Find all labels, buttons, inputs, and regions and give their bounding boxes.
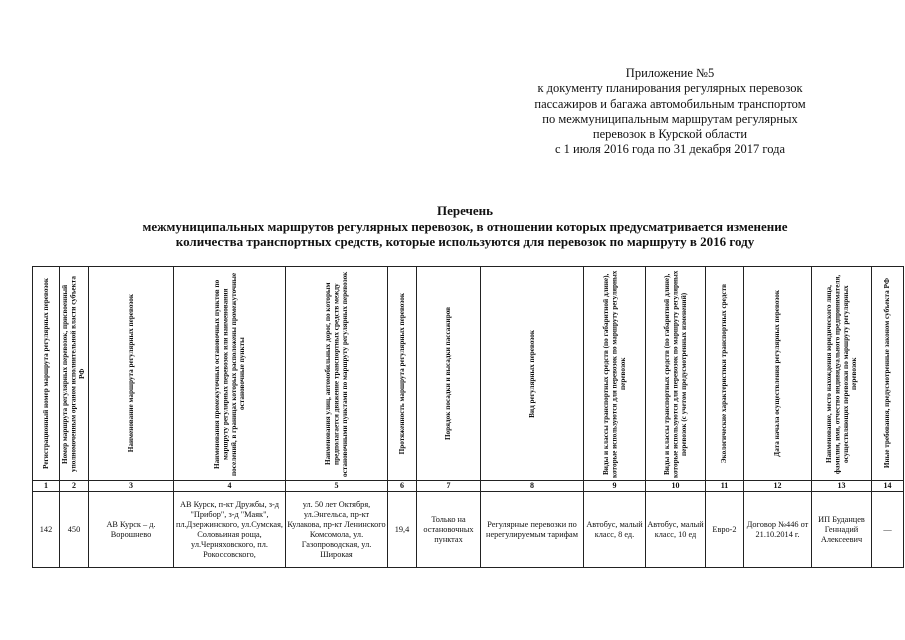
column-number: 9 [584,481,646,492]
header-cell [481,267,584,481]
header-cell [89,267,174,481]
header-text: Наименования промежуточных остановочных пунктов по маршруту регулярных перевозок или наименования поселений, в границах которых расположены промежуточные остановочные пункты [212,272,246,476]
header-text: Дата начала осуществления регулярных перевозок [773,290,782,457]
header-text: Регистрационный номер маршрута регулярных перевозок [41,278,50,469]
column-number: 4 [174,481,286,492]
cell-carrier: ИП Буданцев Геннадий Алексеевич [812,492,872,568]
title-line: межмуниципальных маршрутов регулярных перевозок, в отношении которых предусматривается изменение [142,218,788,234]
header-cell [388,267,417,481]
column-number: 1 [33,481,60,492]
header-text: Порядок посадки и высадки пассажиров [444,306,453,441]
header-text: Иные требования, предусмотренные законом субъекта РФ [883,278,892,469]
header-cell [60,267,89,481]
cell-start-date: Договор №446 от 21.10.2014 г. [744,492,812,568]
header-text: Наименование, место нахождения юридического лица, фамилия, имя, отчество индивидуального предпринимателя, осуществляющих перевозки по маршруту регулярных перевозок [824,273,858,474]
table-row [33,492,904,568]
cell-route-length: 19,4 [388,492,417,568]
header-text: Наименование маршрута регулярных перевозок [126,294,135,453]
appendix-line: пассажиров и багажа автомобильным транспортом [534,96,806,111]
header-text: Протяженность маршрута регулярных перевозок [397,292,406,455]
cell-eco-standard: Евро-2 [706,492,744,568]
header-text: Виды и классы транспортных средств (по габаритной длине), которые используются для перевозок по маршруту регулярных перевозок (с учетом предусмотренных изменений) [662,269,688,478]
column-number-row [33,481,904,492]
header-text: Вид регулярных перевозок [527,329,536,418]
cell-route-number: 450 [60,492,89,568]
cell-vehicle-class: Автобус, малый класс, 8 ед. [584,492,646,568]
column-number: 11 [706,481,744,492]
header-cell [174,267,286,481]
column-number: 6 [388,481,417,492]
cell-route-name: АВ Курск – д. Ворошнево [89,492,174,568]
appendix-heading [470,66,870,158]
document-title [40,203,890,250]
header-text: Наименования улиц, автомобильных дорог, по которым предполагается движение транспортных средств между остановочными пунктами по маршруту регулярных перевозок [323,270,349,477]
appendix-line: с 1 июля 2016 года по 31 декабря 2017 года [555,142,785,157]
header-cell [33,267,60,481]
appendix-line: к документу планирования регулярных перевозок [537,81,803,96]
column-number: 10 [646,481,706,492]
column-number: 5 [286,481,388,492]
title-line: Перечень [436,203,494,218]
header-cell [872,267,904,481]
header-cell [744,267,812,481]
column-number: 2 [60,481,89,492]
header-text: Виды и классы транспортных средств (по габаритной длине), которые используются для перевозок по маршруту регулярных перевозок [601,269,627,478]
column-number: 7 [417,481,481,492]
header-row [33,267,904,481]
header-cell [584,267,646,481]
header-text: Номер маршрута регулярных перевозок, присвоенный уполномоченным органом исполнительной власти субъекта РФ [61,275,87,472]
header-cell [646,267,706,481]
routes-table [32,266,904,568]
header-cell [706,267,744,481]
cell-boarding-order: Только на остановочных пунктах [417,492,481,568]
appendix-line: по межмуниципальным маршрутам регулярных [542,111,798,126]
appendix-line: Приложение №5 [625,66,715,80]
cell-intermediate-stops: АВ Курск, п-кт Дружбы, з-д "Прибор", з-д "Маяк", пл.Дзержинского, ул.Сумская, Соловьиная роща, ул.Черняховского, пл. Рокоссовского, [174,492,286,568]
cell-registration-number: 142 [33,492,60,568]
column-number: 8 [481,481,584,492]
column-number: 3 [89,481,174,492]
header-cell [812,267,872,481]
header-cell [286,267,388,481]
cell-transport-type: Регулярные перевозки по нерегулируемым тарифам [481,492,584,568]
header-text: Экологические характеристики транспортных средств [720,283,729,464]
column-number: 13 [812,481,872,492]
column-number: 12 [744,481,812,492]
cell-other-requirements: — [872,492,904,568]
cell-streets: ул. 50 лет Октября, ул.Энгельса, пр-кт Кулакова, пр-кт Ленинского Комсомола, ул. Газопроводская, ул. Широкая [286,492,388,568]
title-line: количества транспортных средств, которые используются для перевозок по маршруту в 2016 году [175,234,755,249]
header-cell [417,267,481,481]
appendix-line: перевозок в Курской области [592,127,748,142]
cell-vehicle-class-updated: Автобус, малый класс, 10 ед [646,492,706,568]
column-number: 14 [872,481,904,492]
